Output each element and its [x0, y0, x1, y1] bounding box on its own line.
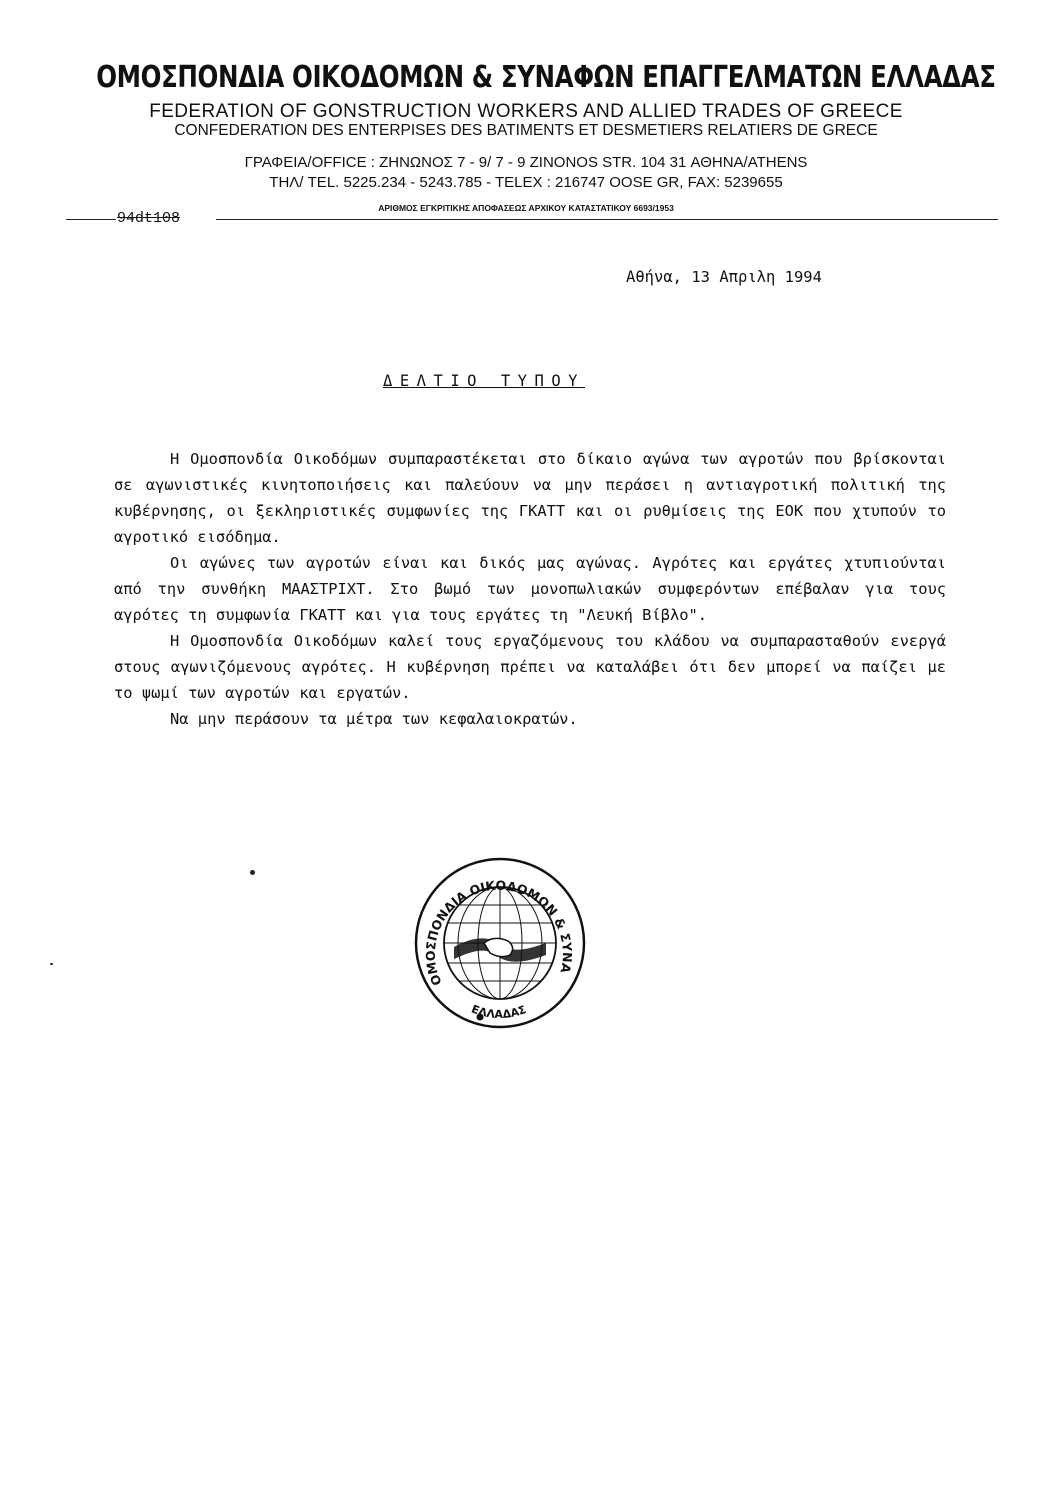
scan-speck — [250, 870, 255, 875]
letterhead-office-address: ΓΡΑΦΕΙΑ/OFFICE : ΖΗΝΩΝΟΣ 7 - 9/ 7 - 9 ZINONOS STR. 104 31 ΑΘΗΝΑ/ATHENS — [244, 154, 808, 171]
seal-text-bottom: ΕΛΛΑΔΑΣ — [469, 1002, 528, 1021]
header-rule-left — [66, 219, 116, 220]
press-release-title: ΔΕΛΤΙΟ ΤΥΠΟΥ — [383, 372, 585, 390]
paragraph-2: Οι αγώνες των αγροτών είναι και δικός μας αγώνας. Αγρότες και εργάτες χτυπιούνται από την συνθήκη ΜΑΑΣΤΡΙΧΤ. Στο βωμό των μονοπωλιακών συμφερόντων επέβαλαν για τους αγρότες τη συμφωνία ΓΚΑΤΤ και για τους εργάτες τη "Λευκή Βίβλο". — [114, 554, 946, 624]
letterhead-registration: ΑΡΙΘΜΟΣ ΕΓΚΡΙΤΙΚΗΣ ΑΠΟΦΑΣΕΩΣ ΑΡΧΙΚΟΥ ΚΑΤΑΣΤΑΤΙΚΟΥ 6693/1953 — [378, 203, 674, 213]
federation-seal — [412, 855, 588, 1036]
letterhead-contact-numbers: ΤΗΛ/ TEL. 5225.234 - 5243.785 - TELEX : 216747 OOSE GR, FAX: 5239655 — [269, 174, 783, 191]
seal-stamp-icon — [412, 855, 588, 1031]
paragraph-3: Η Ομοσπονδία Οικοδόμων καλεί τους εργαζόμενους του κλάδου να συμπαρασταθούν ενεργά στους αγωνιζόμενους αγρότες. Η κυβέρνηση πρέπει να καταλάβει ότι δεν μπορεί να παίζει με το ψωμί των αγροτών και εργατών. — [114, 632, 946, 702]
scan-speck — [50, 963, 53, 965]
press-release-body — [114, 446, 946, 732]
letterhead-title-greek: ΟΜΟΣΠΟΝΔΙΑ ΟΙΚΟΔΟΜΩΝ & ΣΥΝΑΦΩΝ ΕΠΑΓΓΕΛΜΑΤΩΝ ΕΛΛΑΔΑΣ — [96, 60, 996, 95]
header-rule — [216, 219, 998, 220]
letterhead-title-french: CONFEDERATION DES ENTERPISES DES BATIMENTS ET DESMETIERS RELATIERS DE GRECE — [174, 122, 878, 139]
document-date: Αθήνα, 13 Απριλη 1994 — [626, 268, 822, 286]
letterhead-title-english: FEDERATION OF GONSTRUCTION WORKERS AND ALLIED TRADES OF GREECE — [149, 101, 903, 122]
paragraph-4: Να μην περάσουν τα μέτρα των κεφαλαιοκρατών. — [170, 710, 578, 728]
paragraph-1: Η Ομοσπονδία Οικοδόμων συμπαραστέκεται στο δίκαιο αγώνα των αγροτών που βρίσκονται σε αγωνιστικές κινητοποιήσεις και παλεύουν να μην περάσει η αντιαγροτική πολιτική της κυβέρνησης, οι ξεκληριστικές συμφωνίες της ΓΚΑΤΤ και οι ρυθμίσεις της ΕΟΚ που χτυπούν το αγροτικό εισόδημα. — [114, 450, 946, 546]
seal-text-top: ΟΜΟΣΠΟΝΔΙΑ ΟΙΚΟΔΟΜΩΝ & ΣΥΝΑ — [422, 877, 576, 988]
document-reference: 94dt108 — [117, 210, 181, 227]
